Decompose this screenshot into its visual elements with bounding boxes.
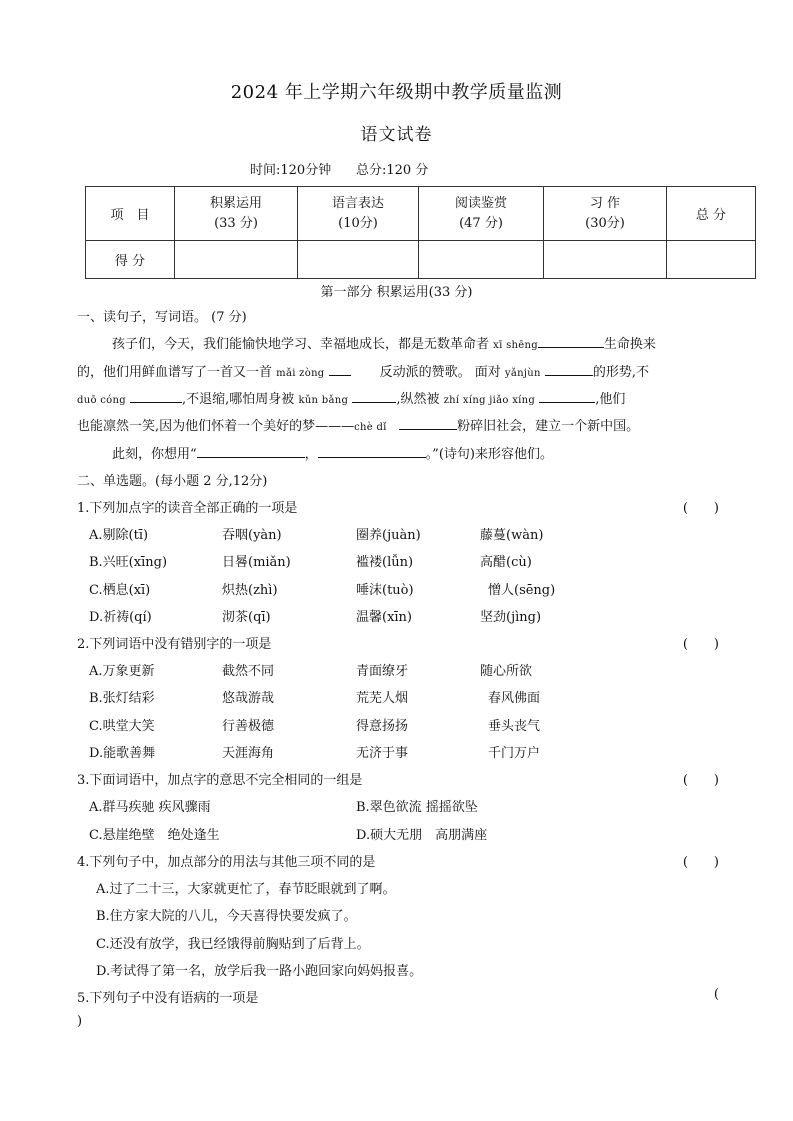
score-cell[interactable]: [667, 241, 756, 279]
option: C.还没有放学，我已经饿得前胸贴到了后背上。: [96, 937, 370, 952]
option: 褴褛(lǚn): [356, 555, 414, 570]
pinyin-hint: xī shēng: [493, 340, 538, 351]
passage-line: 孩子们，今天，我们能愉快地学习、幸福地成长，都是无数革命者 xī shēng 生命换来: [112, 337, 656, 352]
question-stem: 1.下列加点字的读音全部正确的一项是: [77, 501, 298, 516]
passage-line: duō cóng ,不退缩,哪怕周身被 kǔn bǎng ,纵然被 zhí xíng jiǎo xíng ,他们: [77, 392, 626, 407]
option: D.祈祷(qí): [89, 610, 152, 625]
option: 高醋(cù): [480, 555, 532, 570]
pinyin-hint: chè dǐ: [354, 422, 387, 433]
answer-blank[interactable]: [130, 390, 182, 403]
answer-paren[interactable]: ( ): [682, 855, 719, 870]
question-stem: 5.下列句子中没有语病的一项是: [77, 991, 259, 1006]
option: B.兴旺(xīng): [89, 555, 168, 570]
score-column-header: 积累运用 (33 分): [175, 187, 298, 241]
option: 憎人(sēng): [488, 583, 556, 598]
option: C.哄堂大笑: [89, 719, 155, 734]
option: 青面缭牙: [356, 664, 409, 679]
pinyin-hint: mǎi zòng: [276, 368, 325, 379]
exam-title: 2024 年上学期六年级期中教学质量监测: [230, 82, 563, 103]
question-stem: 2.下列词语中没有错别字的一项是: [77, 637, 272, 652]
part-heading: 第一部分 积累运用(33 分): [320, 285, 473, 300]
score-cell[interactable]: [419, 241, 544, 279]
question-stem: 3.下面词语中，加点字的意思不完全相同的一组是: [77, 773, 363, 788]
option: 悠哉游哉: [222, 691, 275, 706]
pinyin-hint: zhí xíng jiǎo xíng: [443, 395, 536, 406]
score-table: [85, 186, 756, 279]
option: 随心所欲: [480, 664, 533, 679]
option: 日晷(miǎn): [222, 555, 291, 570]
score-row-label: 得 分: [86, 241, 175, 279]
answer-blank[interactable]: [197, 445, 305, 458]
pinyin-hint: kǔn bǎng: [298, 395, 349, 406]
option: 得意扬扬: [356, 719, 409, 734]
passage-line: 的，他们用鲜血谱写了一首又一首 mǎi zòng 反动派的赞歌。 面对 yǎnjùn 的形势,不: [77, 365, 649, 380]
option: A.剔除(tī): [89, 528, 149, 543]
score-column-header: 语言表达 (10分): [298, 187, 419, 241]
answer-blank[interactable]: [329, 363, 351, 376]
option: 藤蔓(wàn): [480, 528, 544, 543]
option: C.栖息(xī): [89, 583, 151, 598]
answer-blank[interactable]: [538, 335, 604, 348]
score-cell[interactable]: [544, 241, 667, 279]
option: 行善极德: [222, 719, 275, 734]
score-table-row-label: 项 目: [86, 187, 175, 241]
answer-paren[interactable]: ( ): [682, 773, 719, 788]
option: B.住方家大院的八儿，今天喜得快要发疯了。: [96, 909, 357, 924]
option: B.翠色欲流 摇摇欲坠: [356, 800, 478, 815]
exam-subtitle: 语文试卷: [360, 125, 433, 145]
answer-paren-open[interactable]: (: [713, 987, 719, 1002]
option: 垂头丧气: [488, 719, 541, 734]
option: 唾沫(tuò): [356, 583, 414, 598]
section-heading: 二、单选题。(每小题 2 分,12分): [77, 474, 268, 489]
option: C.悬崖绝壁 绝处逢生: [89, 828, 220, 843]
option: A.万象更新: [89, 664, 155, 679]
answer-blank[interactable]: [545, 363, 593, 376]
answer-blank[interactable]: [318, 445, 426, 458]
option: 炽热(zhì): [222, 583, 278, 598]
exam-total: 总分:120 分: [356, 163, 429, 178]
option: 千门万户: [488, 746, 541, 761]
question-stem: 4.下列句子中，加点部分的用法与其他三项不同的是: [77, 855, 376, 870]
score-cell[interactable]: [175, 241, 298, 279]
section-heading: 一、读句子，写词语。 (7 分): [77, 310, 247, 325]
score-column-header: 阅读鉴赏 (47 分): [419, 187, 544, 241]
option: 温馨(xīn): [356, 610, 413, 625]
score-total-header: 总 分: [667, 187, 756, 241]
answer-blank[interactable]: [399, 417, 457, 430]
option: 无济于事: [356, 746, 409, 761]
option: A.群马疾驰 疾风骤雨: [89, 800, 211, 815]
score-column-header: 习 作 (30分): [544, 187, 667, 241]
option: A.过了二十三，大家就更忙了，春节眨眼就到了啊。: [96, 882, 396, 897]
answer-paren[interactable]: ( ): [682, 637, 719, 652]
score-cell[interactable]: [298, 241, 419, 279]
exam-time: 时间:120分钟: [250, 163, 332, 178]
option: 沏茶(qī): [222, 610, 271, 625]
pinyin-hint: yǎnjùn: [504, 368, 541, 379]
option: 坚劲(jìng): [480, 610, 542, 625]
option: 荒芜人烟: [356, 691, 409, 706]
option: 截然不同: [222, 664, 275, 679]
answer-paren[interactable]: ( ): [682, 501, 719, 516]
exam-time-info: [250, 159, 428, 178]
option: D.硕大无朋 高朋满座: [356, 828, 488, 843]
option: D.考试得了第一名，放学后我一路小跑回家向妈妈报喜。: [96, 964, 423, 979]
passage-line: 也能凛然一笑,因为他们怀着一个美好的梦———chè dǐ 粉碎旧社会，建立一个新中国。: [77, 419, 640, 434]
option: 吞咽(yàn): [222, 528, 282, 543]
pinyin-hint: duō cóng: [77, 395, 126, 406]
option: 圈养(juàn): [356, 528, 421, 543]
passage-line: 此刻，你想用“ ， 。”(诗句)来形容他们。: [112, 447, 553, 462]
answer-paren-close: ): [77, 1014, 83, 1029]
answer-blank[interactable]: [352, 390, 396, 403]
answer-blank[interactable]: [539, 390, 595, 403]
option: B.张灯结彩: [89, 691, 155, 706]
option: 天涯海角: [222, 746, 275, 761]
option: 春风佛面: [488, 691, 541, 706]
option: D.能歌善舞: [89, 746, 156, 761]
